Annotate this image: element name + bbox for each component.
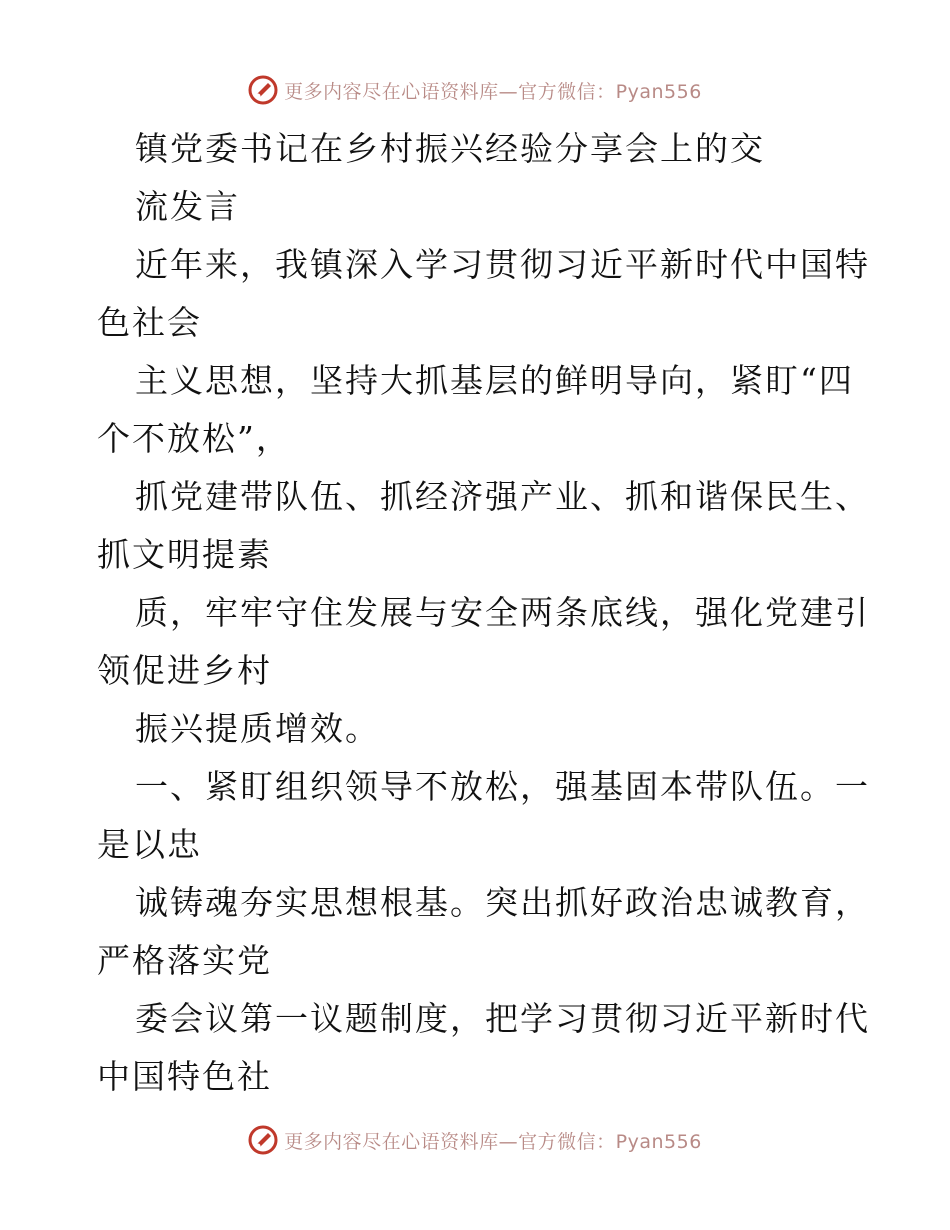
doc-line: 严格落实党: [97, 941, 272, 980]
doc-line: 振兴提质增效。: [135, 709, 380, 748]
doc-line: 抓文明提素: [97, 535, 272, 574]
doc-line: 近年来，我镇深入学习贯彻习近平新时代中国特: [135, 245, 870, 284]
doc-line: 诚铸魂夯实思想根基。突出抓好政治忠诚教育，: [135, 883, 870, 922]
doc-line: 委会议第一议题制度，把学习贯彻习近平新时代: [135, 999, 870, 1038]
doc-line: 流发言: [135, 187, 240, 226]
doc-line: 抓党建带队伍、抓经济强产业、抓和谐保民生、: [135, 477, 870, 516]
doc-line: 是以忠: [97, 825, 202, 864]
doc-line: 中国特色社: [97, 1057, 272, 1096]
doc-line: 领促进乡村: [97, 651, 272, 690]
header-watermark-text: 更多内容尽在心语资料库—官方微信：Pyan556: [284, 80, 702, 103]
doc-line: 镇党委书记在乡村振兴经验分享会上的交: [135, 129, 765, 168]
doc-line: 一、紧盯组织领导不放松，强基固本带队伍。一: [135, 767, 870, 806]
document-body: [97, 120, 870, 1106]
footer-watermark: [0, 1120, 950, 1160]
footer-watermark-text: 更多内容尽在心语资料库—官方微信：Pyan556: [284, 1130, 702, 1153]
seal-logo-icon: [248, 1125, 278, 1155]
doc-line: 质，牢牢守住发展与安全两条底线，强化党建引: [135, 593, 870, 632]
doc-line: 个不放松”，: [97, 419, 291, 458]
doc-line: 主义思想，坚持大抓基层的鲜明导向，紧盯“四: [135, 361, 854, 400]
doc-line: 色社会: [97, 303, 202, 342]
header-watermark: [0, 70, 950, 110]
seal-logo-icon: [248, 75, 278, 105]
